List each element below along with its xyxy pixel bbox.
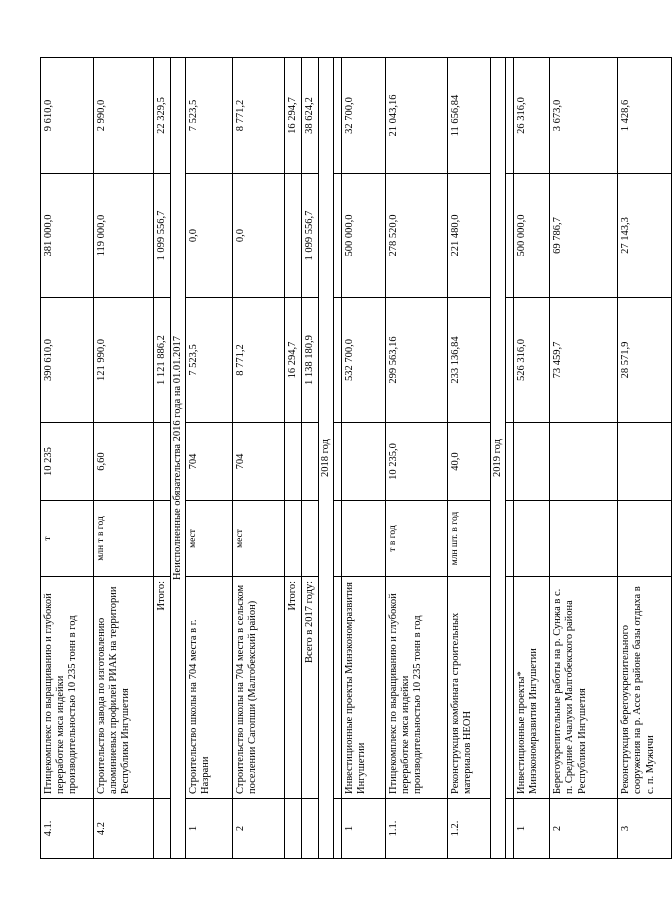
project-name: Инвестиционные проекты* Минэкономразвития Ингушетии (514, 577, 550, 799)
table-row (154, 58, 171, 859)
total-amount: 233 136,84 (448, 298, 491, 423)
row-number: 4.1. (41, 799, 94, 859)
total-amount: 526 316,0 (514, 298, 550, 423)
table-row (302, 58, 319, 859)
table-row (319, 58, 334, 859)
project-name: Инвестиционные проекты Минэкономразвития Ингушетии (342, 577, 386, 799)
total-amount: 8 771,2 (233, 298, 285, 423)
total-amount: 390 610,0 (41, 298, 94, 423)
row-number: 1 (186, 799, 233, 859)
regional-amount: 11 656,84 (448, 58, 491, 174)
capacity (550, 423, 618, 501)
project-name: Реконструкция берегоукрепительного сооружения на р. Ассе в районе базы отдыха в с. п. Мужичи (618, 577, 672, 799)
unit: мест (186, 501, 233, 577)
empty-cell (506, 423, 514, 501)
federal-amount (285, 174, 302, 298)
regional-amount: 3 673,0 (550, 58, 618, 174)
empty-cell (334, 58, 342, 174)
table-row (448, 58, 491, 859)
unit (514, 501, 550, 577)
capacity (342, 423, 386, 501)
section-heading: 2018 год (319, 58, 334, 859)
empty-cell (506, 501, 514, 577)
empty-cell (154, 501, 171, 577)
table-row (342, 58, 386, 859)
total-amount: 73 459,7 (550, 298, 618, 423)
unit: млн т в год (94, 501, 154, 577)
federal-amount: 1 099 556,7 (302, 174, 319, 298)
unit (618, 501, 672, 577)
regional-amount: 8 771,2 (233, 58, 285, 174)
empty-cell (334, 423, 342, 501)
empty-cell (506, 577, 514, 799)
empty-cell (154, 799, 171, 859)
federal-amount: 27 143,3 (618, 174, 672, 298)
empty-cell (506, 174, 514, 298)
unit: мест (233, 501, 285, 577)
federal-amount: 1 099 556,7 (154, 174, 171, 298)
federal-amount: 221 480,0 (448, 174, 491, 298)
row-number: 2 (550, 799, 618, 859)
empty-cell (154, 423, 171, 501)
unit: т в год (386, 501, 448, 577)
row-number: 1 (342, 799, 386, 859)
table-row (285, 58, 302, 859)
empty-cell (302, 423, 319, 501)
table-row (94, 58, 154, 859)
regional-amount: 9 610,0 (41, 58, 94, 174)
regional-amount: 7 523,5 (186, 58, 233, 174)
capacity: 10 235 (41, 423, 94, 501)
investment-projects-table (40, 57, 672, 859)
capacity (618, 423, 672, 501)
federal-amount: 69 786,7 (550, 174, 618, 298)
federal-amount: 0,0 (186, 174, 233, 298)
subtotal-label: Итого: (285, 577, 302, 799)
table-row (514, 58, 550, 859)
unit: млн шт. в год (448, 501, 491, 577)
empty-cell (285, 423, 302, 501)
subtotal-label: Итого: (154, 577, 171, 799)
table-row (618, 58, 672, 859)
empty-cell (334, 501, 342, 577)
table-row (334, 58, 342, 859)
capacity: 704 (186, 423, 233, 501)
total-amount: 532 700,0 (342, 298, 386, 423)
empty-cell (506, 799, 514, 859)
table-row (233, 58, 285, 859)
empty-cell (334, 298, 342, 423)
section-heading: 2019 год (491, 58, 506, 859)
project-name: Строительство школы на 704 места в сельском поселении Сагопши (Малгобекский район) (233, 577, 285, 799)
empty-cell (334, 577, 342, 799)
capacity: 10 235,0 (386, 423, 448, 501)
federal-amount: 500 000,0 (514, 174, 550, 298)
regional-amount: 22 329,5 (154, 58, 171, 174)
empty-cell (285, 501, 302, 577)
total-amount: 28 571,9 (618, 298, 672, 423)
table-row (550, 58, 618, 859)
regional-amount: 2 990,0 (94, 58, 154, 174)
row-number: 4.2 (94, 799, 154, 859)
regional-amount: 32 700,0 (342, 58, 386, 174)
row-number: 2 (233, 799, 285, 859)
regional-amount: 1 428,6 (618, 58, 672, 174)
empty-cell (302, 799, 319, 859)
capacity (514, 423, 550, 501)
empty-cell (334, 174, 342, 298)
total-amount: 299 563,16 (386, 298, 448, 423)
row-number: 1 (514, 799, 550, 859)
federal-amount: 119 000,0 (94, 174, 154, 298)
project-name: Птицекомплекс по выращиванию и глубокой переработке мяса индейки производительностью 10 235 тонн в год (386, 577, 448, 799)
project-name: Птицекомплекс по выращиванию и глубокой переработке мяса индейки производительностью 10 235 тонн в год (41, 577, 94, 799)
unit (550, 501, 618, 577)
empty-cell (506, 58, 514, 174)
table-row (506, 58, 514, 859)
unit (342, 501, 386, 577)
regional-amount: 26 316,0 (514, 58, 550, 174)
empty-cell (334, 799, 342, 859)
table-row (186, 58, 233, 859)
regional-amount: 21 043,16 (386, 58, 448, 174)
total-amount: 1 121 886,2 (154, 298, 171, 423)
row-number: 1.2. (448, 799, 491, 859)
total-amount: 7 523,5 (186, 298, 233, 423)
federal-amount: 0,0 (233, 174, 285, 298)
table-row (171, 58, 186, 859)
regional-amount: 38 624,2 (302, 58, 319, 174)
total-amount: 121 990,0 (94, 298, 154, 423)
capacity: 40,0 (448, 423, 491, 501)
project-name: Реконструкция комбината строительных материалов НЕОН (448, 577, 491, 799)
project-name: Берегоукрепительные работы на р. Сунжа в с. п. Средние Ачалуки Малгобекского района Республики Ингушетия (550, 577, 618, 799)
row-number: 3 (618, 799, 672, 859)
subtotal-label: Всего в 2017 году: (302, 577, 319, 799)
section-heading: Неисполненные обязательства 2016 года на 01.01.2017 (171, 58, 186, 859)
row-number: 1.1. (386, 799, 448, 859)
federal-amount: 381 000,0 (41, 174, 94, 298)
unit: т (41, 501, 94, 577)
project-name: Строительство завода по изготовлению алюминиевых профилей РИАК на территории Республики Ингушетия (94, 577, 154, 799)
capacity: 704 (233, 423, 285, 501)
project-name: Строительство школы на 704 места в г. Назрани (186, 577, 233, 799)
total-amount: 1 138 180,9 (302, 298, 319, 423)
empty-cell (506, 298, 514, 423)
table-row (491, 58, 506, 859)
federal-amount: 500 000,0 (342, 174, 386, 298)
total-amount: 16 294,7 (285, 298, 302, 423)
regional-amount: 16 294,7 (285, 58, 302, 174)
table-row (41, 58, 94, 859)
table-row (386, 58, 448, 859)
federal-amount: 278 520,0 (386, 174, 448, 298)
empty-cell (302, 501, 319, 577)
capacity: 6,60 (94, 423, 154, 501)
empty-cell (285, 799, 302, 859)
